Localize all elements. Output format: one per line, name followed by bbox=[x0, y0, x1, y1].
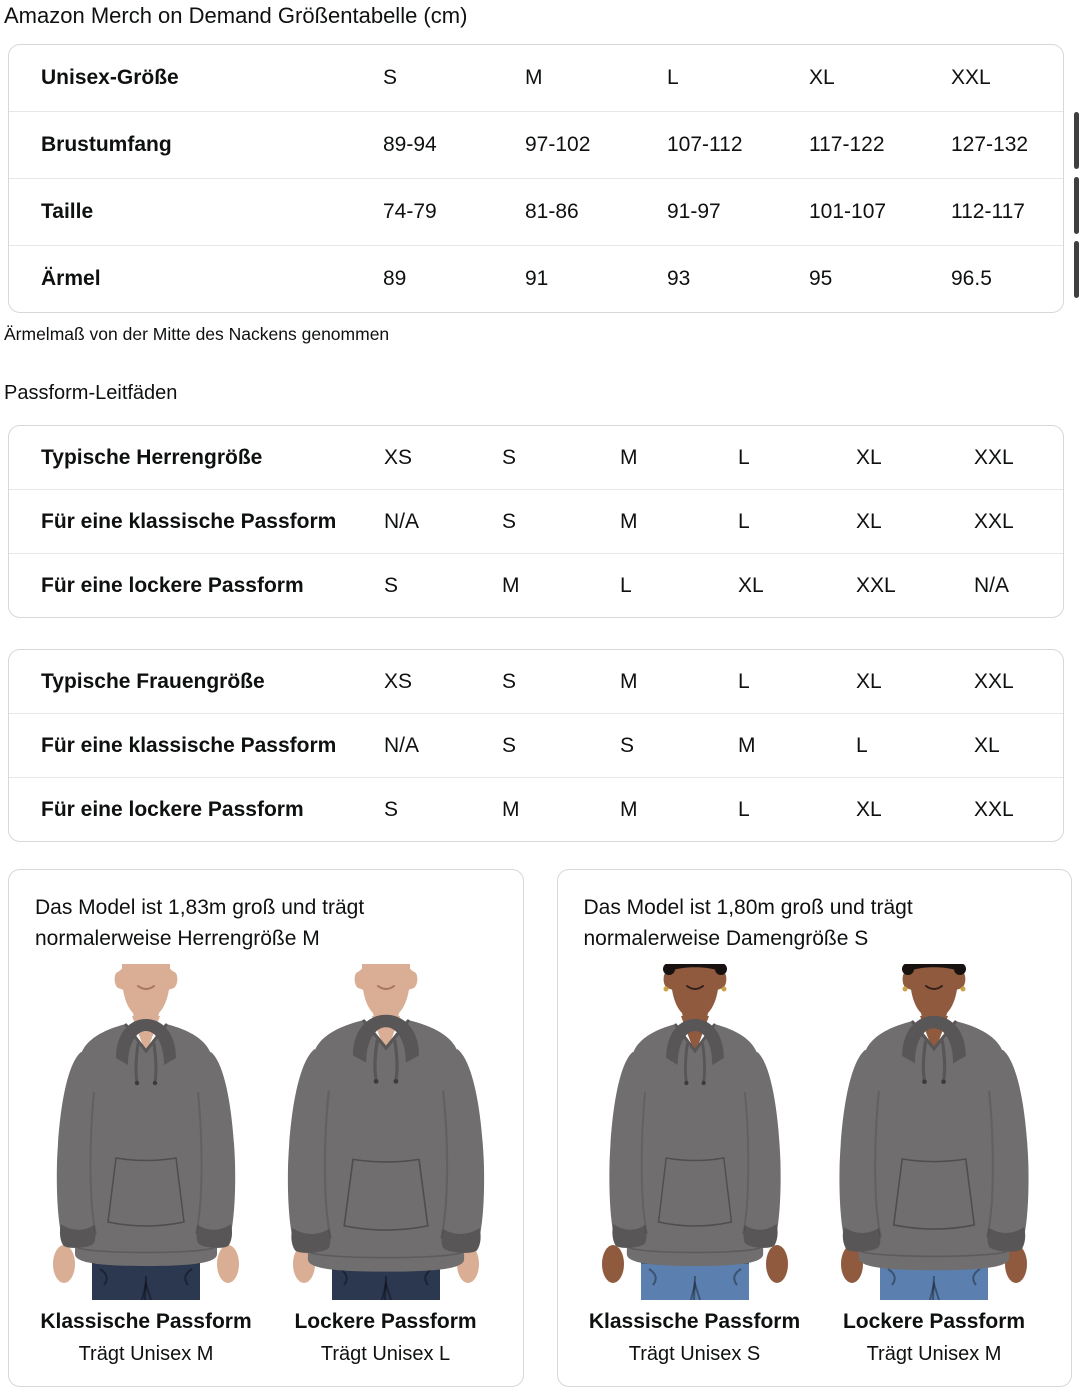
size-cell: S bbox=[620, 733, 635, 757]
row-label: Für eine lockere Passform bbox=[41, 797, 304, 821]
fit-guides-heading: Passform-Leitfäden bbox=[4, 382, 178, 404]
size-cell: 95 bbox=[809, 267, 833, 290]
size-cell: S bbox=[384, 797, 399, 821]
size-cell: 91 bbox=[525, 267, 549, 290]
table-row bbox=[9, 713, 1063, 777]
size-cell: XS bbox=[384, 669, 413, 693]
size-cell: M bbox=[738, 733, 756, 757]
size-cell: 107-112 bbox=[667, 133, 743, 156]
size-cell: L bbox=[738, 509, 750, 533]
size-cell: L bbox=[738, 797, 750, 821]
model-description: Das Model ist 1,80m groß und trägt normalerweise Damengröße S bbox=[583, 896, 913, 950]
row-label: Für eine klassische Passform bbox=[41, 509, 337, 533]
size-cell: S bbox=[502, 733, 517, 757]
size-cell: L bbox=[738, 445, 750, 469]
size-cell: S bbox=[383, 66, 398, 89]
table-row bbox=[9, 245, 1063, 312]
size-cell: M bbox=[620, 797, 638, 821]
size-cell: 89-94 bbox=[383, 133, 437, 156]
table-row bbox=[9, 553, 1063, 617]
model-figure bbox=[578, 964, 812, 1366]
row-label: Ärmel bbox=[41, 267, 101, 290]
row-label: Taille bbox=[41, 200, 94, 223]
size-cell: S bbox=[384, 573, 399, 597]
size-cell: N/A bbox=[384, 733, 420, 757]
table-row bbox=[9, 426, 1063, 489]
fit-caption: Lockere Passform bbox=[842, 1310, 1026, 1333]
size-cell: 93 bbox=[667, 267, 691, 290]
size-cell: L bbox=[738, 669, 750, 693]
fit-caption: Klassische Passform bbox=[588, 1310, 801, 1333]
model-figure bbox=[269, 964, 503, 1366]
size-cell: M bbox=[620, 669, 638, 693]
row-label: Brustumfang bbox=[41, 133, 172, 156]
unisex-size-table bbox=[8, 44, 1064, 313]
size-cell: 96.5 bbox=[951, 267, 992, 290]
model-figure bbox=[817, 964, 1051, 1366]
page-title: Amazon Merch on Demand Größentabelle (cm) bbox=[4, 3, 468, 28]
size-cell: XXL bbox=[951, 66, 991, 89]
size-cell: XL bbox=[809, 66, 835, 89]
size-cell: 101-107 bbox=[809, 200, 887, 223]
model-description: Das Model ist 1,83m groß und trägt normalerweise Herrengröße M bbox=[35, 896, 365, 950]
men-fit-table bbox=[8, 425, 1064, 618]
size-cell: L bbox=[620, 573, 632, 597]
model-photo-classic-fit bbox=[587, 964, 803, 1300]
size-cell: XXL bbox=[856, 573, 896, 597]
model-figure bbox=[29, 964, 263, 1366]
row-label: Für eine klassische Passform bbox=[41, 733, 337, 757]
size-cell: 91-97 bbox=[667, 200, 721, 223]
size-cell: XXL bbox=[974, 669, 1014, 693]
size-caption: Trägt Unisex M bbox=[866, 1343, 1002, 1365]
size-cell: XL bbox=[974, 733, 1000, 757]
size-cell: XXL bbox=[974, 509, 1014, 533]
size-cell: 89 bbox=[383, 267, 407, 290]
size-cell: XL bbox=[856, 669, 882, 693]
size-cell: N/A bbox=[384, 509, 420, 533]
size-caption: Trägt Unisex M bbox=[78, 1343, 214, 1365]
size-cell: M bbox=[525, 66, 543, 89]
size-cell: S bbox=[502, 509, 517, 533]
row-label: Typische Frauengröße bbox=[41, 669, 265, 693]
model-photo-loose-fit bbox=[278, 964, 494, 1300]
size-cell: XS bbox=[384, 445, 413, 469]
size-cell: N/A bbox=[974, 573, 1010, 597]
row-label: Unisex-Größe bbox=[41, 66, 179, 89]
sleeve-note: Ärmelmaß von der Mitte des Nackens genommen bbox=[4, 324, 390, 344]
row-label: Typische Herrengröße bbox=[41, 445, 263, 469]
model-card-men bbox=[8, 869, 524, 1387]
size-cell: 127-132 bbox=[951, 133, 1029, 156]
scroll-thumb[interactable] bbox=[1074, 177, 1079, 234]
size-cell: XXL bbox=[974, 445, 1014, 469]
size-cell: 112-117 bbox=[951, 200, 1025, 223]
size-cell: L bbox=[667, 66, 679, 89]
size-cell: XL bbox=[856, 797, 882, 821]
fit-caption: Lockere Passform bbox=[294, 1310, 477, 1333]
scroll-thumb[interactable] bbox=[1074, 241, 1079, 298]
table-row bbox=[9, 650, 1063, 713]
size-cell: M bbox=[502, 797, 520, 821]
women-fit-table bbox=[8, 649, 1064, 842]
size-cell: L bbox=[856, 733, 868, 757]
size-cell: S bbox=[502, 445, 517, 469]
model-card-women bbox=[557, 869, 1073, 1387]
model-photo-loose-fit bbox=[826, 964, 1042, 1300]
size-cell: M bbox=[620, 509, 638, 533]
size-cell: XL bbox=[856, 445, 882, 469]
size-caption: Trägt Unisex L bbox=[320, 1343, 451, 1365]
table-row bbox=[9, 111, 1063, 178]
size-cell: M bbox=[620, 445, 638, 469]
size-cell: S bbox=[502, 669, 517, 693]
model-cards bbox=[8, 869, 1072, 1387]
table-header-row bbox=[9, 45, 1063, 111]
size-cell: XXL bbox=[974, 797, 1014, 821]
fit-caption: Klassische Passform bbox=[40, 1310, 252, 1333]
size-cell: 117-122 bbox=[809, 133, 885, 156]
scroll-thumb[interactable] bbox=[1074, 112, 1079, 169]
model-photo-classic-fit bbox=[38, 964, 254, 1300]
table-row bbox=[9, 489, 1063, 553]
size-cell: M bbox=[502, 573, 520, 597]
figure-row bbox=[27, 964, 505, 1366]
scrollbar[interactable] bbox=[1074, 0, 1079, 360]
figure-row bbox=[576, 964, 1054, 1366]
size-caption: Trägt Unisex S bbox=[628, 1343, 761, 1365]
table-row bbox=[9, 178, 1063, 245]
size-cell: 81-86 bbox=[525, 200, 579, 223]
row-label: Für eine lockere Passform bbox=[41, 573, 304, 597]
size-cell: XL bbox=[738, 573, 764, 597]
size-cell: 97-102 bbox=[525, 133, 591, 156]
table-row bbox=[9, 777, 1063, 841]
size-cell: 74-79 bbox=[383, 200, 437, 223]
size-cell: XL bbox=[856, 509, 882, 533]
